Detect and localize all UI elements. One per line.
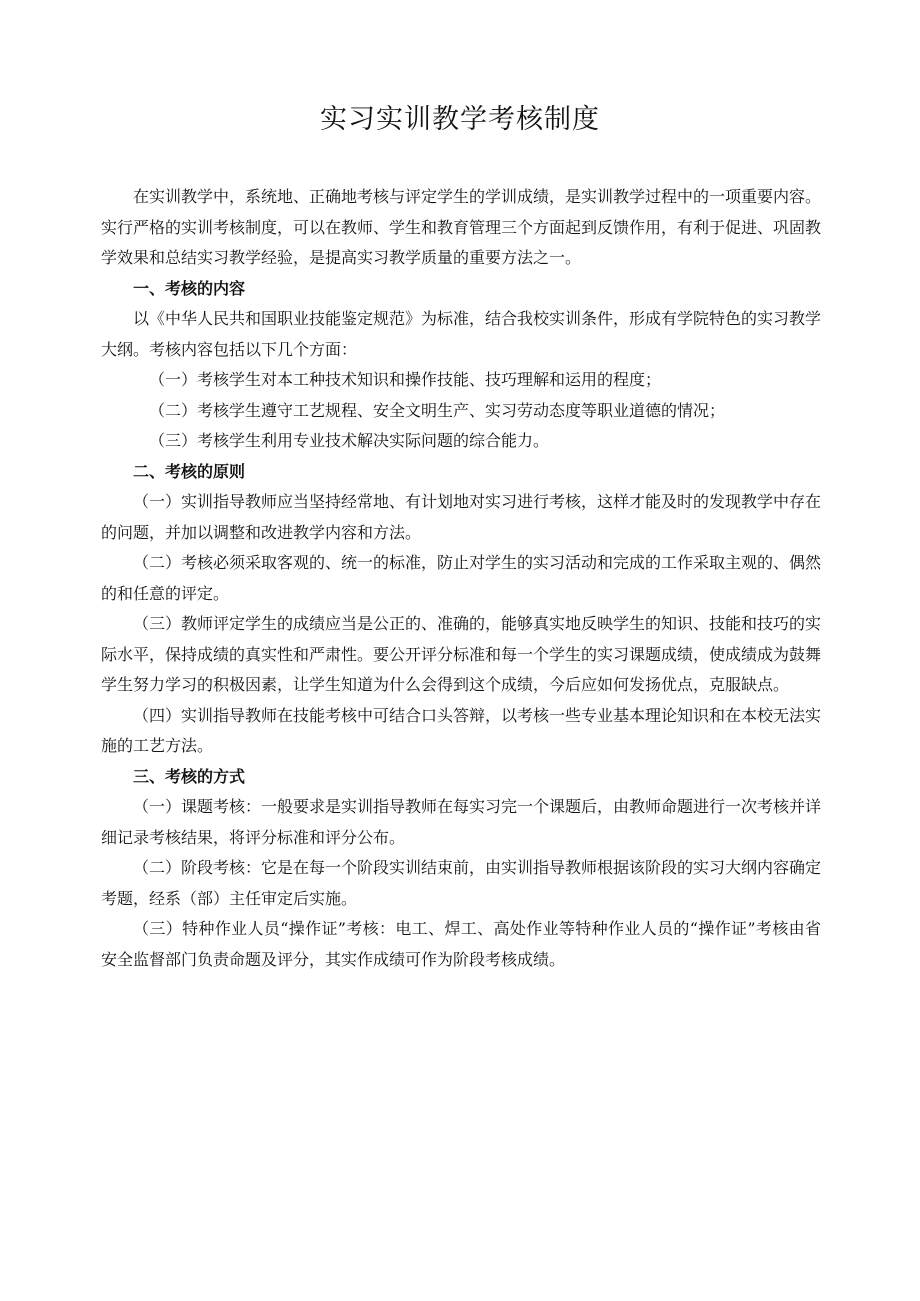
principle-paragraph-1: （一）实训指导教师应当坚持经常地、有计划地对实习进行考核，这样才能及时的发现教学中存在的问题，并加以调整和改进教学内容和方法。 xyxy=(101,492,822,542)
intro-paragraph: 在实训教学中，系统地、正确地考核与评定学生的学训成绩，是实训教学过程中的一项重要内容。实行严格的实训考核制度，可以在教师、学生和教育管理三个方面起到反馈作用，有利于促进、巩固教学效果和总结实习教学经验，是提高实习教学质量的重要方法之一。 xyxy=(101,187,822,267)
content-item-1: （一）考核学生对本工种技术知识和操作技能、技巧理解和运用的程度； xyxy=(149,370,662,389)
principle-paragraph-3: （三）教师评定学生的成绩应当是公正的、准确的，能够真实地反映学生的知识、技能和技巧的实际水平，保持成绩的真实性和严肃性。要公开评分标准和每一个学生的实习课题成绩，使成绩成为鼓舞学生努力学习的积极因素，让学生知道为什么会得到这个成绩，今后应如何发扬优点，克服缺点。 xyxy=(101,614,822,694)
content-item-2: （二）考核学生遵守工艺规程、安全文明生产、实习劳动态度等职业道德的情况； xyxy=(149,400,726,420)
section-heading-content: 一、考核的内容 xyxy=(133,278,246,298)
principle-paragraph-2: （二）考核必须采取客观的、统一的标准，防止对学生的实习活动和完成的工作采取主观的、偶然的和任意的评定。 xyxy=(101,553,822,603)
method-paragraph-1: （一）课题考核：一般要求是实训指导教师在每实习完一个课题后，由教师命题进行一次考核并详细记录考核结果，将评分标准和评分公布。 xyxy=(101,797,822,847)
principle-paragraph-4: （四）实训指导教师在技能考核中可结合口头答辩，以考核一些专业基本理论知识和在本校无法实施的工艺方法。 xyxy=(101,705,822,755)
section-content-lead: 以《中华人民共和国职业技能鉴定规范》为标准，结合我校实训条件，形成有学院特色的实习教学大纲。考核内容包括以下几个方面： xyxy=(101,309,822,359)
section-heading-methods: 三、考核的方式 xyxy=(133,766,246,786)
content-item-3: （三）考核学生利用专业技术解决实际问题的综合能力。 xyxy=(149,431,550,450)
method-paragraph-2: （二）阶段考核：它是在每一个阶段实训结束前，由实训指导教师根据该阶段的实习大纲内容确定考题，经系（部）主任审定后实施。 xyxy=(101,858,822,908)
method-paragraph-3: （三）特种作业人员“操作证”考核：电工、焊工、高处作业等特种作业人员的“操作证”考核由省安全监督部门负责命题及评分，其实作成绩可作为阶段考核成绩。 xyxy=(101,919,821,969)
document-body xyxy=(101,182,821,975)
section-heading-principles: 二、考核的原则 xyxy=(133,461,246,481)
document-title: 实习实训教学考核制度 xyxy=(320,104,600,135)
